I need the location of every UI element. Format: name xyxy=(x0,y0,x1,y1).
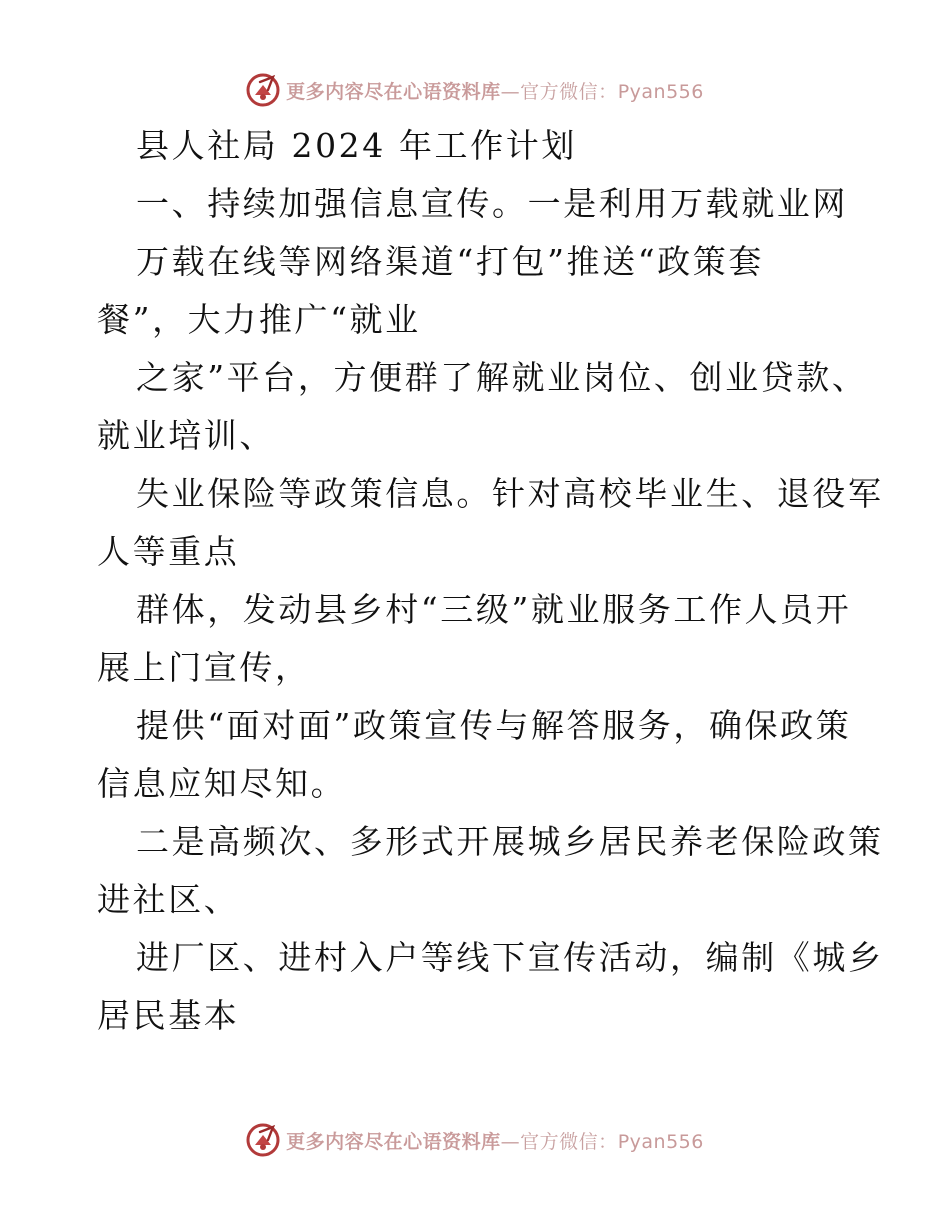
watermark-wechat-label: 官方微信： xyxy=(520,1130,618,1153)
watermark-wechat-label: 官方微信： xyxy=(520,80,618,103)
watermark-wechat-id: Pyan556 xyxy=(617,80,704,103)
book-pen-logo-icon xyxy=(246,73,280,107)
watermark-separator: — xyxy=(500,1130,521,1153)
watermark-brand: 更多内容尽在心语资料库 xyxy=(286,80,501,103)
watermark-text xyxy=(286,1127,704,1154)
document-title: 县人社局 2024 年工作计划 xyxy=(136,126,577,165)
paragraph-line: 万载在线等网络渠道“打包”推送“政策套 xyxy=(136,242,765,281)
watermark-separator: — xyxy=(500,80,521,103)
watermark-footer xyxy=(0,1120,950,1160)
paragraph-line: 提供“面对面”政策宣传与解答服务，确保政策 xyxy=(136,706,852,745)
watermark-wechat-id: Pyan556 xyxy=(617,1130,704,1153)
paragraph-line: 失业保险等政策信息。针对高校毕业生、退役军 xyxy=(136,474,884,513)
paragraph-line: 信息应知尽知。 xyxy=(97,764,347,803)
book-pen-logo-icon xyxy=(246,1123,280,1157)
paragraph-line: 人等重点 xyxy=(97,532,240,571)
paragraph-line: 进厂区、进村入户等线下宣传活动，编制《城乡 xyxy=(136,938,884,977)
paragraph-line: 就业培训、 xyxy=(97,416,275,455)
watermark-header xyxy=(0,70,950,110)
paragraph-line: 餐”，大力推广“就业 xyxy=(97,300,421,339)
paragraph-line: 一、持续加强信息宣传。一是利用万载就业网 xyxy=(136,184,848,223)
paragraph-line: 二是高频次、多形式开展城乡居民养老保险政策 xyxy=(136,822,884,861)
watermark-text xyxy=(286,77,704,104)
paragraph-line: 群体，发动县乡村“三级”就业服务工作人员开 xyxy=(136,590,852,629)
paragraph-line: 之家”平台，方便群了解就业岗位、创业贷款、 xyxy=(136,358,868,397)
paragraph-line: 展上门宣传， xyxy=(97,648,311,687)
paragraph-line: 进社区、 xyxy=(97,880,240,919)
watermark-brand: 更多内容尽在心语资料库 xyxy=(286,1130,501,1153)
paragraph-line: 居民基本 xyxy=(97,996,240,1035)
